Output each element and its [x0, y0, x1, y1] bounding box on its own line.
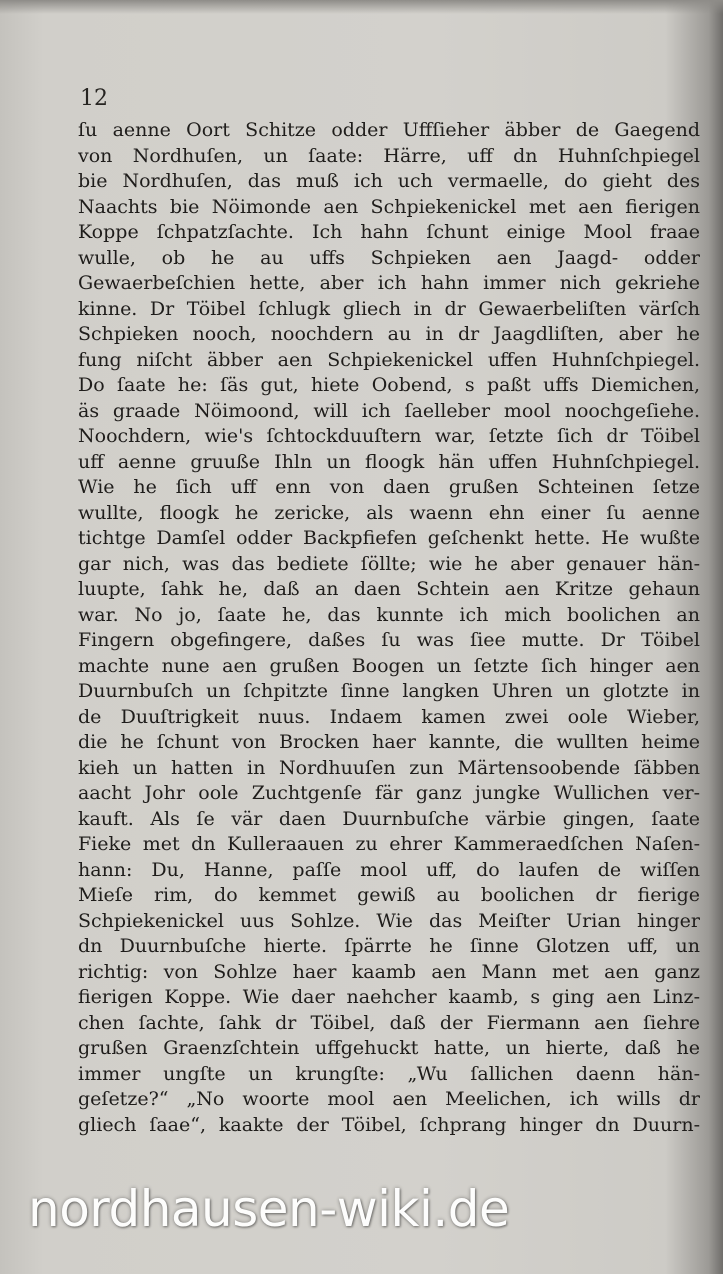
text-line: hann: Du, Hanne, paſſe mool uff, do laufen de wiſſen — [78, 858, 700, 881]
text-line: wullte, floogk he zericke, als waenn ehn einer ſu aenne — [78, 501, 700, 524]
text-line: fung niſcht äbber aen Schpiekenickel uffen Huhnſchpiegel. — [78, 348, 700, 371]
text-line: gliech ſaae“, kaakte der Töibel, ſchprang hinger dn Duurn- — [78, 1113, 700, 1136]
text-line: kieh un hatten in Nordhuuſen zun Märtensoobende ſäbben — [78, 756, 700, 779]
text-line: richtig: von Sohlze haer kaamb aen Mann met aen ganz — [78, 960, 700, 983]
page-number: 12 — [80, 86, 108, 111]
text-line: chen ſachte, ſahk dr Töibel, daß der Fiermann aen ſiehre — [78, 1011, 700, 1034]
text-line: Fingern obgefingere, daßes ſu was ſiee mutte. Dr Töibel — [78, 629, 700, 651]
text-line: uff aenne gruuße Ihln un floogk hän uffen Huhnſchpiegel. — [78, 450, 700, 473]
text-line: tichtge Damſel odder Backpfiefen geſchenkt hette. He wußte — [78, 527, 700, 549]
text-line: Naachts bie Nöimonde aen Schpiekenickel met aen fierigen — [78, 195, 700, 218]
text-line: de Duuſtrigkeit nuus. Indaem kamen zwei oole Wieber, — [78, 705, 700, 728]
text-line: kauft. Als ſe vär daen Duurnbuſche värbie gingen, ſaate — [78, 807, 700, 830]
text-line: dn Duurnbuſche hierte. ſpärrte he ſinne Glotzen uff, un — [78, 935, 700, 957]
text-line: Do ſaate he: ſäs gut, hiete Oobend, s paßt uffs Diemichen, — [78, 374, 700, 396]
text-line: äs graade Nöimoond, will ich ſaelleber mool noochgeſiehe. — [78, 399, 700, 422]
text-line: von Nordhuſen, un ſaate: Härre, uff dn Huhnſchpiegel — [78, 144, 700, 167]
text-line: bie Nordhuſen, das muß ich uch vermaelle, do gieht des — [78, 170, 700, 192]
page-top-shadow — [0, 0, 723, 14]
text-line: gar nich, was das bediete ſöllte; wie he aber genauer hän- — [78, 552, 700, 575]
text-line: geſetze?“ „No woorte mool aen Meelichen, ich wills dr — [78, 1088, 700, 1110]
text-line: aacht Johr oole Zuchtgenſe fär ganz jungke Wullichen ver- — [78, 782, 700, 804]
text-line: immer ungſte un krungſte: „Wu ſallichen daenn hän- — [78, 1062, 700, 1085]
watermark: nordhausen-wiki.de — [28, 1180, 510, 1238]
text-line: machte nune aen grußen Boogen un ſetzte ſich hinger aen — [78, 654, 700, 677]
text-line: Mieſe rim, do kemmet gewiß au boolichen dr fierige — [78, 884, 700, 906]
text-line: war. No jo, ſaate he, das kunnte ich mich boolichen an — [78, 603, 700, 626]
text-line: Schpieken nooch, noochdern au in dr Jaagdliſten, aber he — [78, 323, 700, 345]
text-line: die he ſchunt von Brocken haer kannte, die wullten heime — [78, 731, 700, 753]
text-line: Gewaerbeſchien hette, aber ich hahn immer nich gekriehe — [78, 272, 700, 294]
text-line: Koppe ſchpatzſachte. Ich hahn ſchunt einige Mool fraae — [78, 221, 700, 243]
text-line: Fieke met dn Kulleraauen zu ehrer Kammeraedſchen Naſen- — [78, 833, 700, 855]
body-text — [78, 118, 700, 1138]
text-line: Duurnbuſch un ſchpitzte ſinne langken Uhren un glotzte in — [78, 680, 700, 702]
text-line: grußen Graenzſchtein uffgehuckt hatte, un hierte, daß he — [78, 1037, 700, 1059]
text-line: Schpiekenickel uus Sohlze. Wie das Meiſter Urian hinger — [78, 909, 700, 932]
text-line: ſu aenne Oort Schitze odder Uffſieher äbber de Gaegend — [78, 119, 700, 141]
text-line: fierigen Koppe. Wie daer naehcher kaamb, s ging aen Linz- — [78, 986, 700, 1008]
text-line: Noochdern, wie's ſchtockduuſtern war, ſetzte ſich dr Töibel — [78, 425, 700, 447]
text-line: luupte, ſahk he, daß an daen Schtein aen Kritze gehaun — [78, 578, 700, 600]
text-line: wulle, ob he au uffs Schpieken aen Jaagd- odder — [78, 246, 700, 269]
text-line: kinne. Dr Töibel ſchlugk gliech in dr Gewaerbeliſten värſch — [78, 297, 700, 320]
text-line: Wie he ſich uff enn von daen grußen Schteinen ſetze — [78, 476, 700, 498]
